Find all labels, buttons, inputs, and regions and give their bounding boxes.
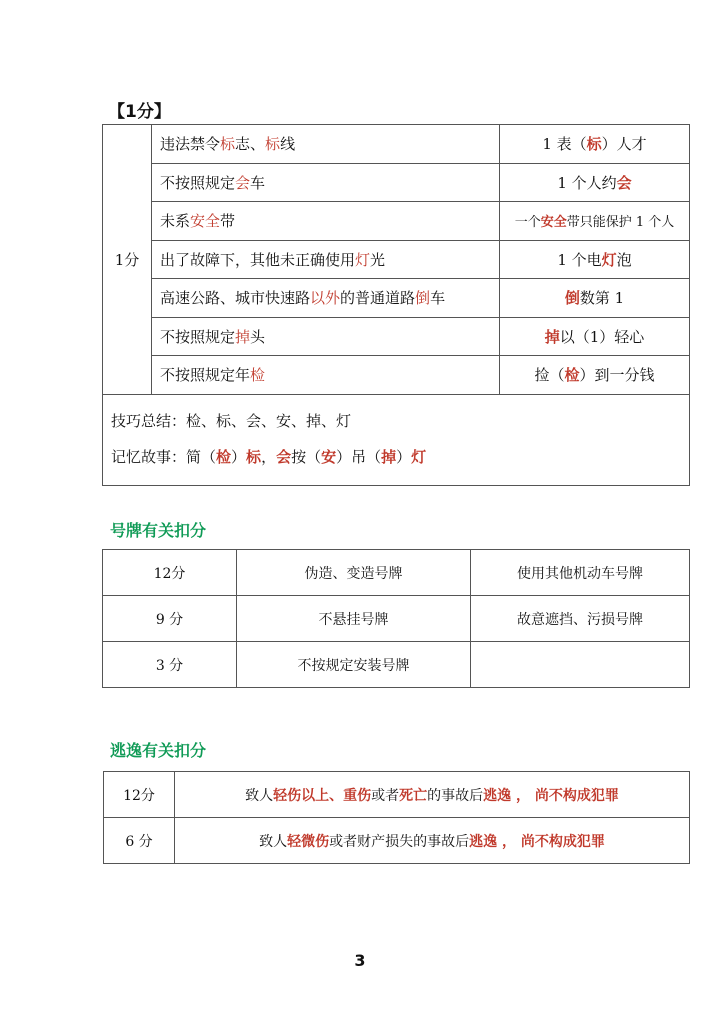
text-run: 高速公路、城市快速路 bbox=[160, 289, 311, 308]
text-run: 车 bbox=[250, 173, 266, 192]
text-run: 光 bbox=[370, 250, 386, 269]
text-run: 一个 bbox=[514, 215, 541, 231]
highlight-text: 检 bbox=[216, 447, 232, 466]
escape-section-heading: 逃逸有关扣分 bbox=[110, 741, 207, 760]
table-row bbox=[103, 125, 690, 164]
rule-cell bbox=[152, 202, 500, 241]
plate-section-heading: 号牌有关扣分 bbox=[110, 521, 207, 540]
mnemonic-cell bbox=[500, 240, 690, 279]
text-run: 或者财产损失的事故后 bbox=[329, 833, 470, 850]
text-run: ） bbox=[396, 447, 412, 466]
table-row bbox=[103, 163, 690, 202]
text-run: 出了故障下，其他未正确使用 bbox=[160, 250, 356, 269]
highlight-text: 轻微伤 bbox=[287, 833, 330, 850]
score-cell: 12分 bbox=[104, 772, 175, 818]
text-run: 志、 bbox=[235, 135, 266, 154]
highlight-text: 灯 bbox=[355, 250, 371, 269]
one-point-table bbox=[102, 124, 690, 486]
table-row bbox=[103, 240, 690, 279]
text-run: ）吊（ bbox=[336, 447, 382, 466]
summary-row bbox=[103, 394, 690, 485]
text-run: 的普通道路 bbox=[340, 289, 416, 308]
mnemonic-cell bbox=[500, 125, 690, 164]
text-run: 捡（ bbox=[534, 366, 565, 385]
mnemonic-cell bbox=[500, 202, 690, 241]
table-row bbox=[103, 596, 690, 642]
score-cell: 3 分 bbox=[103, 642, 237, 688]
highlight-text: 标 bbox=[246, 447, 262, 466]
highlight-text: 标 bbox=[586, 135, 602, 154]
tips-summary bbox=[111, 403, 681, 439]
text-run: 违法禁令 bbox=[160, 135, 221, 154]
mnemonic-cell bbox=[500, 317, 690, 356]
text-run: 不按照规定 bbox=[160, 173, 236, 192]
highlight-text: 倒 bbox=[564, 289, 580, 308]
highlight-text: 死亡 bbox=[399, 787, 428, 804]
highlight-text: 灯 bbox=[411, 447, 427, 466]
table-row bbox=[103, 550, 690, 596]
text-run: ） bbox=[231, 447, 247, 466]
plate-points-table bbox=[102, 549, 690, 688]
text-run: 不按照规定年 bbox=[160, 366, 251, 385]
score-cell: 12分 bbox=[103, 550, 237, 596]
text-run: 带 bbox=[220, 212, 236, 231]
highlight-text: 倒 bbox=[415, 289, 431, 308]
text-run: 记忆故事：简（ bbox=[111, 447, 217, 466]
highlight-text: 标 bbox=[220, 135, 236, 154]
mnemonic-cell bbox=[500, 356, 690, 395]
mnemonic-cell bbox=[500, 279, 690, 318]
escape-points-table bbox=[103, 771, 690, 864]
highlight-text: 轻伤以上、重伤 bbox=[273, 787, 372, 804]
violation-cell bbox=[175, 772, 690, 818]
table-row bbox=[103, 317, 690, 356]
rule-cell bbox=[152, 279, 500, 318]
highlight-text: 安全 bbox=[540, 215, 567, 231]
highlight-text: 以外 bbox=[310, 289, 341, 308]
highlight-text: 逃逸 ， 尚不构成犯罪 bbox=[483, 787, 619, 804]
violation-cell: 使用其他机动车号牌 bbox=[471, 550, 690, 596]
text-run: 1 表（ bbox=[542, 135, 587, 154]
text-run: 不按照规定 bbox=[160, 327, 236, 346]
rule-cell bbox=[152, 317, 500, 356]
text-run: ）人才 bbox=[601, 135, 647, 154]
highlight-text: 检 bbox=[564, 366, 580, 385]
section-1-heading: 【1分】 bbox=[108, 102, 171, 122]
text-run: 以（1）轻心 bbox=[559, 327, 645, 346]
text-run: 按（ bbox=[291, 447, 322, 466]
highlight-text: 会 bbox=[235, 173, 251, 192]
rule-cell bbox=[152, 125, 500, 164]
table-row bbox=[104, 772, 690, 818]
table-row bbox=[103, 356, 690, 395]
violation-cell: 故意遮挡、污损号牌 bbox=[471, 596, 690, 642]
text-run: 未系 bbox=[160, 212, 191, 231]
summary-cell bbox=[103, 394, 690, 485]
violation-cell bbox=[471, 642, 690, 688]
text-run: 线 bbox=[280, 135, 296, 154]
text-run: 的事故后 bbox=[427, 787, 484, 804]
highlight-text: 掉 bbox=[381, 447, 397, 466]
text-run: 或者 bbox=[371, 787, 400, 804]
highlight-text: 安全 bbox=[190, 212, 221, 231]
score-cell: 1分 bbox=[103, 125, 152, 395]
violation-cell bbox=[175, 818, 690, 864]
text-run: 1 个人约 bbox=[557, 173, 617, 192]
page-number: 3 bbox=[354, 951, 366, 970]
table-row bbox=[103, 642, 690, 688]
text-run: 技巧总结：检、标、会、安、掉、灯 bbox=[111, 411, 352, 430]
text-run: 车 bbox=[430, 289, 446, 308]
rule-cell bbox=[152, 163, 500, 202]
table-row bbox=[104, 818, 690, 864]
text-run: 1 个电 bbox=[557, 250, 602, 269]
text-run: 数第 1 bbox=[579, 289, 625, 308]
score-cell: 9 分 bbox=[103, 596, 237, 642]
highlight-text: 会 bbox=[616, 173, 632, 192]
highlight-text: 掉 bbox=[544, 327, 560, 346]
table-row bbox=[103, 279, 690, 318]
score-cell: 6 分 bbox=[104, 818, 175, 864]
memory-story bbox=[111, 439, 681, 475]
mnemonic-cell bbox=[500, 163, 690, 202]
violation-cell: 不悬挂号牌 bbox=[237, 596, 471, 642]
table-row bbox=[103, 202, 690, 241]
highlight-text: 会 bbox=[276, 447, 292, 466]
text-run: 带只能保护 1 个人 bbox=[566, 215, 675, 231]
highlight-text: 逃逸 ， 尚不构成犯罪 bbox=[469, 833, 605, 850]
text-run: 头 bbox=[250, 327, 266, 346]
text-run: 致人 bbox=[259, 833, 288, 850]
highlight-text: 安 bbox=[321, 447, 337, 466]
violation-cell: 不按规定安装号牌 bbox=[237, 642, 471, 688]
rule-cell bbox=[152, 356, 500, 395]
text-run: 泡 bbox=[616, 250, 632, 269]
highlight-text: 检 bbox=[250, 366, 266, 385]
text-run: ， bbox=[261, 447, 277, 466]
text-run: 致人 bbox=[245, 787, 274, 804]
rule-cell bbox=[152, 240, 500, 279]
highlight-text: 标 bbox=[265, 135, 281, 154]
highlight-text: 灯 bbox=[601, 250, 617, 269]
violation-cell: 伪造、变造号牌 bbox=[237, 550, 471, 596]
text-run: ）到一分钱 bbox=[579, 366, 655, 385]
highlight-text: 掉 bbox=[235, 327, 251, 346]
